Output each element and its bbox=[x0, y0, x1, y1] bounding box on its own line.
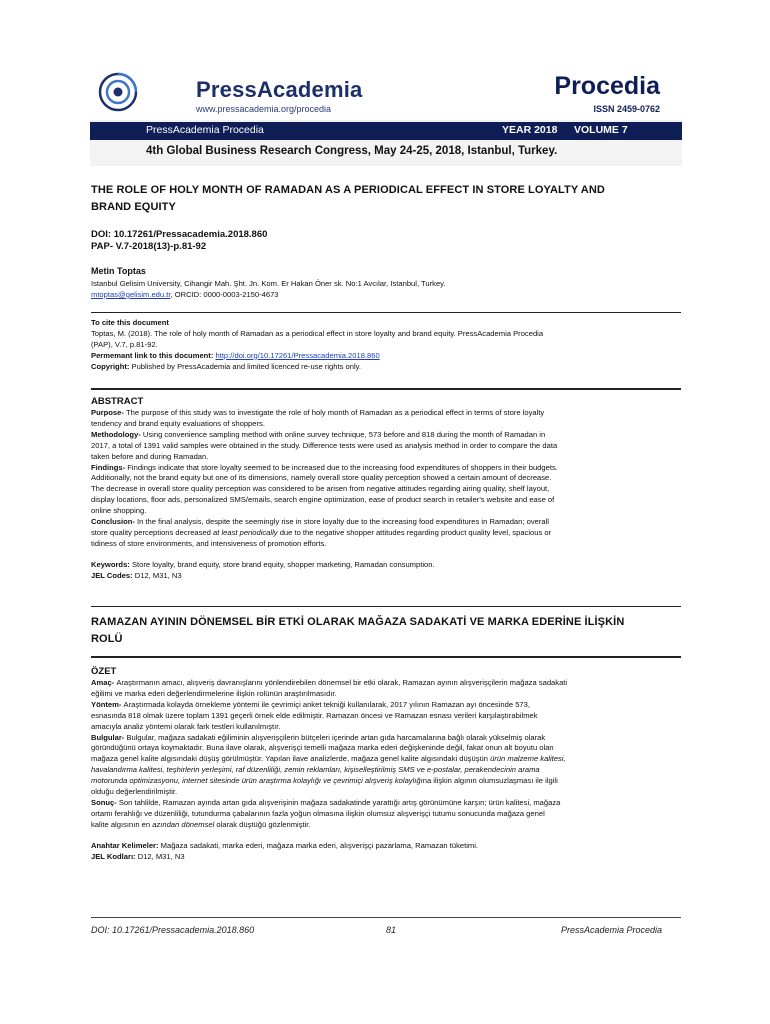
sonuc-line-2: ortamı ferahlığı ve düzenliliği, tutundurma çabalarının fazla yoğun olmasına ilişkin olumsuz alışverişçi tutumu sonucunda mağaza genel bbox=[91, 808, 545, 818]
method-line-1 bbox=[91, 430, 681, 441]
bulgular-line-3 bbox=[91, 754, 681, 765]
purpose-line-1 bbox=[91, 408, 681, 419]
abstract-heading: ABSTRACT bbox=[91, 396, 144, 407]
purpose-line-2: tendency and brand equity evaluations of shoppers. bbox=[91, 418, 265, 428]
yontem-line-1 bbox=[91, 700, 681, 711]
banner-bar bbox=[90, 122, 682, 140]
footer-page-number: 81 bbox=[386, 925, 397, 935]
congress-line: 4th Global Business Research Congress, May 24-25, 2018, Istanbul, Turkey. bbox=[146, 145, 558, 157]
findings-text-1: Findings indicate that store loyalty seemed to be increased due to the increasing food expenditures of shoppers in their budgets. bbox=[127, 462, 558, 472]
article-title bbox=[91, 182, 681, 216]
sonuc-text-1: Son tahlilde, Ramazan ayında artan gıda alışverişinin mağaza sadakatinde yarattığı artış görünümüne karşın; ürün kalitesi, mağaza bbox=[118, 797, 561, 807]
keywords-label: Keywords: bbox=[91, 559, 132, 569]
bulgular-line-5 bbox=[91, 776, 681, 787]
conclusion-text-1: In the final analysis, despite the seemingly rise in store loyalty due to the increasing food expenditures in Ramadan; overall bbox=[136, 517, 549, 527]
doi-block bbox=[91, 229, 681, 253]
bulgular-line-6: olduğu değerlendirilmiştir. bbox=[91, 787, 178, 797]
tr-keywords-line bbox=[91, 841, 681, 852]
conclusion-text-2i: at least periodically bbox=[213, 527, 278, 537]
author-email-link[interactable]: mtoptas@gelisim.edu.tr bbox=[91, 290, 171, 299]
jel-text: D12, M31, N3 bbox=[134, 570, 182, 580]
footer-rule bbox=[91, 917, 681, 918]
bar-year: YEAR 2018 bbox=[502, 124, 558, 136]
sonuc-text-3i: azından dönemsel bbox=[152, 819, 215, 829]
copyright-label: Copyright: bbox=[91, 361, 132, 371]
permalink-label: Permemant link to this document: bbox=[91, 350, 216, 360]
conclusion-text-2a: store quality perceptions decreased bbox=[91, 527, 213, 537]
tr-keywords-text: Mağaza sadakati, marka ederi, mağaza marka ederi, alışverişçi pazarlama, Ramazan tüketimi. bbox=[160, 840, 479, 850]
tr-keywords-label: Anahtar Kelimeler: bbox=[91, 840, 161, 850]
findings-line-3: The decrease in overall store quality perception was considered to be arisen from negative attitudes regarding airing quality, shelf layout, bbox=[91, 484, 550, 494]
keywords-line bbox=[91, 560, 681, 571]
jel-line bbox=[91, 571, 681, 582]
method-line-3: taken before and during Ramadan. bbox=[91, 451, 209, 461]
tr-jel-line bbox=[91, 852, 681, 863]
sonuc-line-3 bbox=[91, 820, 681, 831]
bulgular-line-1 bbox=[91, 733, 681, 744]
ozet-block bbox=[91, 666, 681, 863]
method-text-1: Using convenience sampling method with online survey technique, 573 before and 818 during the month of Ramadan in bbox=[142, 429, 546, 439]
keywords-text: Store loyalty, brand equity, store brand equity, shopper marketing, Ramadan consumption. bbox=[131, 559, 435, 569]
issn-label: ISSN 2459-0762 bbox=[593, 104, 660, 114]
brand-url[interactable]: www.pressacademia.org/procedia bbox=[196, 104, 332, 114]
permalink-url[interactable]: http://doi.org/10.17261/Pressacademia.2018.860 bbox=[215, 350, 380, 360]
bulgular-text-5b: na ilişkin algının olumsuzlaşması ile ilgili bbox=[422, 776, 558, 786]
divider-1 bbox=[91, 312, 681, 313]
amac-line-2: eğilimi ve marka ederi değerlendirmelerine ilişkin rolünün araştırılmasıdır. bbox=[91, 688, 337, 698]
abstract-block bbox=[91, 396, 681, 582]
ozet-heading: ÖZET bbox=[91, 666, 117, 677]
tr-jel-text: D12, M31, N3 bbox=[137, 851, 185, 861]
banner-top bbox=[90, 66, 682, 120]
jel-label: JEL Codes: bbox=[91, 570, 135, 580]
bulgular-text-1: Bulgular, mağaza sadakati eğiliminin alışverişçilerin bütçeleri içerinde artan gıda harcamalarına bağlı olarak yükselmiş olarak bbox=[126, 732, 546, 742]
cite-heading: To cite this document bbox=[91, 318, 169, 327]
pressacademia-logo-icon bbox=[98, 72, 138, 112]
conclusion-line-1 bbox=[91, 517, 681, 528]
pap-line: PAP- V.7-2018(13)-p.81-92 bbox=[91, 241, 207, 252]
sonuc-label: Sonuç- bbox=[91, 797, 119, 807]
sonuc-line-1 bbox=[91, 798, 681, 809]
author-contact bbox=[91, 289, 681, 300]
author-affiliation: Istanbul Gelisim University, Cihangir Mah. Şht. Jn. Kom. Er Hakan Öner sk. No:1 Avcılar, Istanbul, Turkey. bbox=[91, 279, 446, 288]
title-line-1: THE ROLE OF HOLY MONTH OF RAMADAN AS A PERIODICAL EFFECT IN STORE LOYALTY AND bbox=[91, 184, 605, 196]
yontem-line-3: amacıyla analiz yöntemi olarak fark testleri kullanılmıştır. bbox=[91, 721, 281, 731]
doi-line: DOI: 10.17261/Pressacademia.2018.860 bbox=[91, 229, 268, 240]
bulgular-line-2: göründüğünü ortaya koymaktadır. Buna ilave olarak, alışverişçi temelli mağaza marka ederi değişkeninde değil, fakat onun alt boyutu olan bbox=[91, 743, 554, 753]
yontem-line-2: esnasında 818 olmak üzere toplam 1391 geçerli örnek elde edilmiştir. Ramazan öncesi ve Ramazan esnası verileri karşılaştırabilmek bbox=[91, 710, 538, 720]
cite-block bbox=[91, 318, 681, 373]
conclusion-line-2 bbox=[91, 528, 681, 539]
author-block bbox=[91, 266, 681, 300]
bulgular-label: Bulgular- bbox=[91, 732, 127, 742]
footer-journal: PressAcademia Procedia bbox=[561, 925, 663, 935]
tr-jel-label: JEL Kodları: bbox=[91, 851, 138, 861]
author-orcid: , ORCID: 0000-0003-2150-4673 bbox=[170, 290, 279, 299]
divider-3 bbox=[91, 606, 681, 607]
tr-title-line-1: RAMAZAN AYININ DÖNEMSEL BİR ETKİ OLARAK MAĞAZA SADAKATİ VE MARKA EDERİNE İLİŞKİN bbox=[91, 616, 625, 628]
method-line-2: 2017, a total of 1391 valid samples were obtained in the study. Difference tests were used as analysis method in order to compare the data bbox=[91, 440, 558, 450]
divider-4 bbox=[91, 656, 681, 658]
cite-line-1: Toptas, M. (2018). The role of holy month of Ramadan as a periodical effect in store loyalty and brand equity. PressAcademia Procedia bbox=[91, 328, 544, 338]
findings-label: Findings- bbox=[91, 462, 128, 472]
cite-line-2: (PAP), V.7, p.81-92. bbox=[91, 339, 158, 349]
author-name: Metin Toptas bbox=[91, 266, 146, 276]
amac-text-1: Araştırmanın amacı, alışveriş davranışlarını yönlendirebilen dönemsel bir etki olarak, Ramazan ayının alışverişçilerin mağaza sadakati bbox=[116, 678, 568, 687]
footer-doi: DOI: 10.17261/Pressacademia.2018.860 bbox=[91, 925, 255, 935]
conclusion-line-3: tidiness of store environments, and intensiveness of promotion efforts. bbox=[91, 538, 327, 548]
copyright-line bbox=[91, 362, 681, 373]
conclusion-label: Conclusion- bbox=[91, 517, 137, 527]
journal-banner bbox=[90, 66, 682, 166]
yontem-text-1: Araştırmada kolayda örnekleme yöntemi ile çevrimiçi anket tekniği kullanılarak, 2017 yılının Ramazan ayı öncesinde 573, bbox=[123, 699, 530, 709]
findings-line-4: display locations, floor ads, personalized SMS/emails, search engine optimization, ease of product search in retailer's website and ease of bbox=[91, 495, 555, 505]
yontem-label: Yöntem- bbox=[91, 699, 124, 709]
findings-line-5: online shopping. bbox=[91, 506, 147, 516]
turkish-title bbox=[91, 614, 681, 648]
bulgular-text-3i: ürün malzeme kalitesi, bbox=[490, 754, 566, 764]
purpose-label: Purpose- bbox=[91, 408, 127, 417]
amac-label: Amaç- bbox=[91, 678, 117, 687]
procedia-title: Procedia bbox=[554, 72, 660, 100]
sonuc-text-3a: kalite algısının en bbox=[91, 819, 153, 829]
bar-journal-name: PressAcademia Procedia bbox=[146, 124, 264, 136]
sonuc-text-3b: olarak düştüğü gözlenmiştir. bbox=[214, 819, 311, 829]
permalink-line bbox=[91, 351, 681, 362]
procedia-block bbox=[488, 66, 682, 120]
bulgular-text-5i: motorunda optimizasyonu, internet sitesinde ürün araştırma kolaylığı ve çevrimiçi alışveriş kolaylığı bbox=[91, 776, 423, 786]
copyright-text: Published by PressAcademia and limited licenced re-use rights only. bbox=[131, 361, 361, 371]
conclusion-text-2b: due to the negative shopper attitudes regarding product quality level, spacious or bbox=[277, 527, 552, 537]
findings-line-1 bbox=[91, 463, 681, 474]
title-line-2: BRAND EQUITY bbox=[91, 201, 176, 213]
bar-volume: VOLUME 7 bbox=[574, 124, 628, 136]
amac-line-1 bbox=[91, 678, 681, 689]
brand-name: PressAcademia bbox=[196, 77, 363, 102]
purpose-text-1: The purpose of this study was to investigate the role of holy month of Ramadan as a periodical effect in terms of store loyalty bbox=[126, 408, 545, 417]
bulgular-line-4: havalandırma kalitesi, teşhirlerin yerleşimi, raf düzenliliği, zemin reklamları, kişiselleştirilmiş SMS ve e-postalar, perakendecinin arama bbox=[91, 765, 540, 775]
tr-title-line-2: ROLÜ bbox=[91, 633, 123, 645]
divider-2 bbox=[91, 388, 681, 390]
method-label: Methodology- bbox=[91, 429, 143, 439]
findings-line-2: Additionally, not the brand equity but one of its dimensions, namely overall store quality perception showed a certain amount of decrease. bbox=[91, 473, 552, 483]
bulgular-text-3a: mağaza genel kalite algısındaki düşüş görülmüştür. Yapılan ilave analizlerde, mağaza genel kalite algısındaki düşüşün bbox=[91, 754, 491, 764]
